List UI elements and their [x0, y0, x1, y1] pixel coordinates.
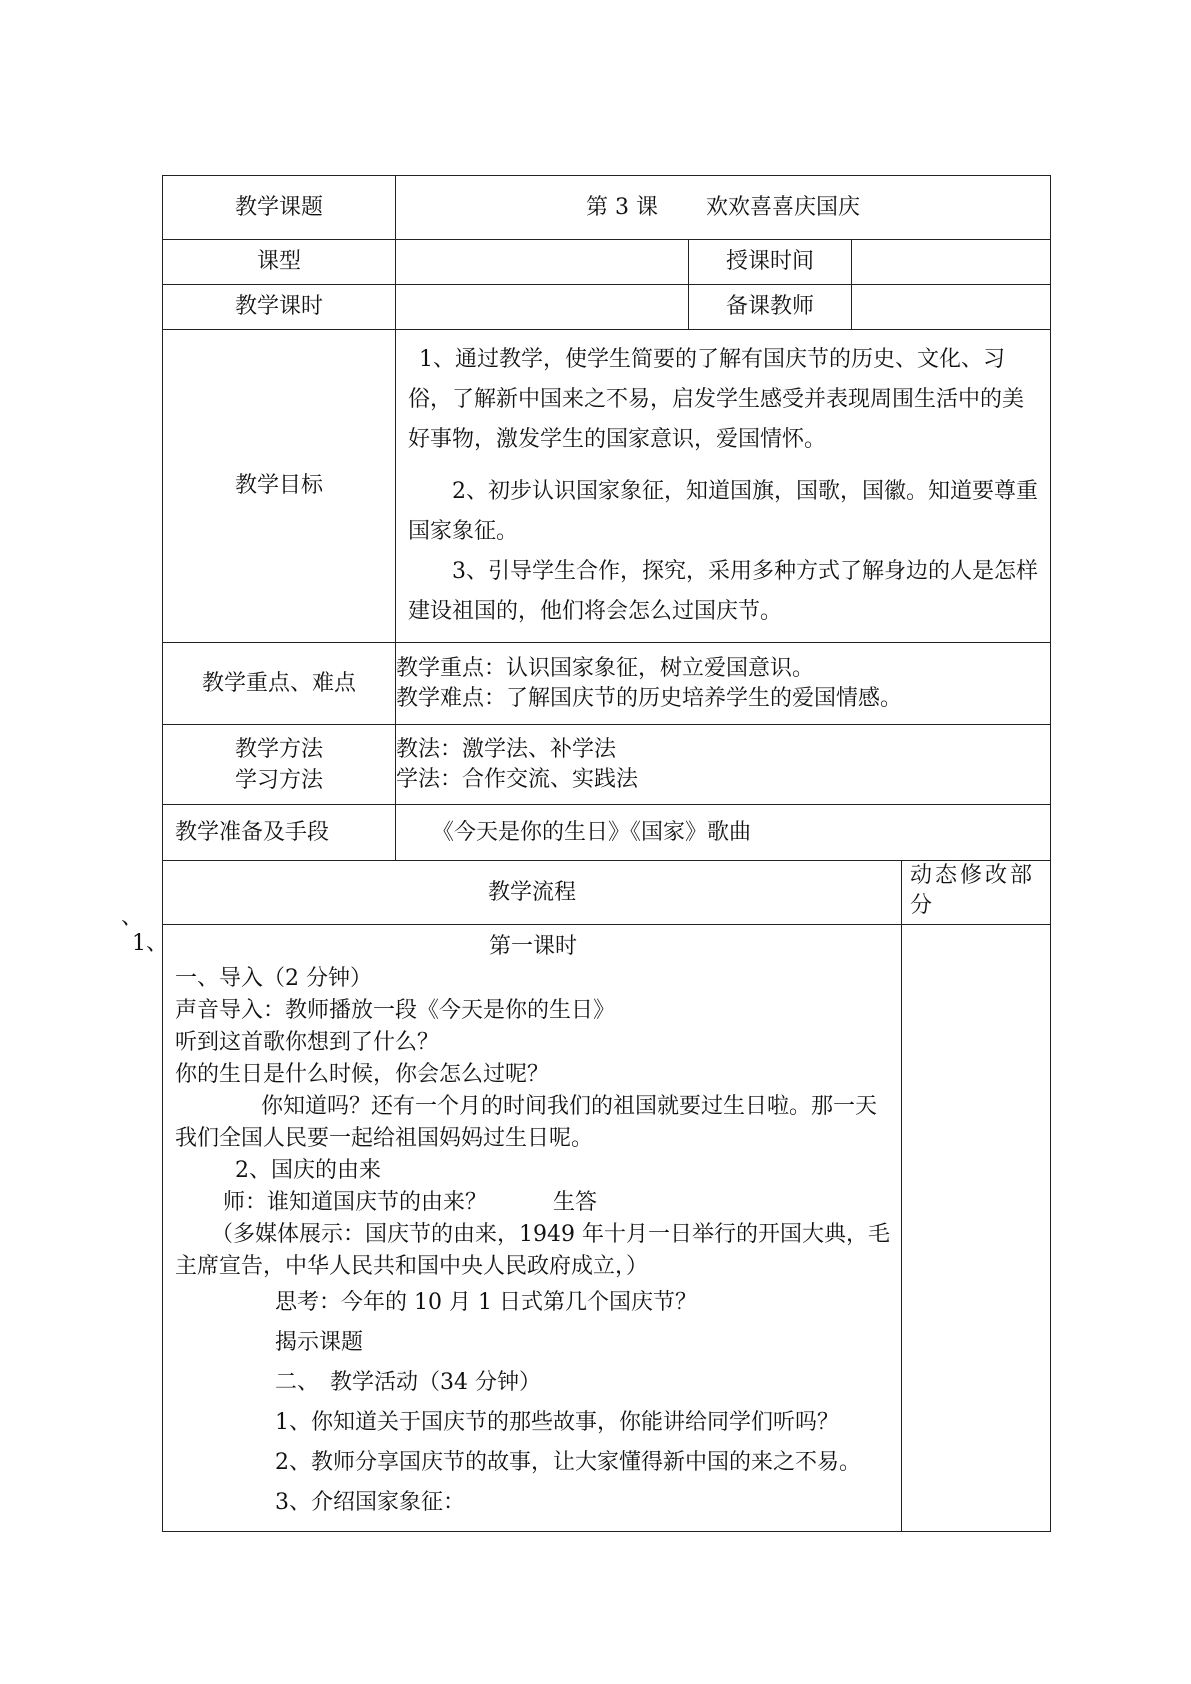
preparation-value: 《今天是你的生日》《国家》歌曲 — [396, 805, 1051, 861]
flow-line: 听到这首歌你想到了什么？ — [175, 1030, 440, 1055]
flow-line: 声音导入：教师播放一段《今天是你的生日》 — [175, 998, 616, 1023]
flow-line: 思考：今年的 10 月 1 日式第几个国庆节？ — [275, 1290, 697, 1315]
preparation-row — [163, 805, 1051, 861]
methods-label — [163, 725, 396, 805]
type-value — [396, 240, 689, 285]
period-value — [396, 285, 689, 330]
teaching-difficulty: 教学难点：了解国庆节的历史培养学生的爱国情感。 — [396, 685, 903, 711]
flow-line: （多媒体展示：国庆节的由来，1949 年十月一日举行的开国大典，毛主席宣告，中华人民共和国中央人民政府成立，） — [175, 1222, 890, 1279]
topic-row — [163, 176, 1051, 240]
lesson-title — [396, 176, 1051, 240]
period-title: 第一课时 — [488, 934, 577, 959]
objective-item: 2、初步认识国家象征，知道国旗，国歌，国徽。知道要尊重国家象征。 — [408, 479, 1038, 544]
keypoints-content — [396, 643, 1051, 725]
flow-line: 3、介绍国家象征： — [275, 1490, 465, 1515]
flow-line: 2、教师分享国庆节的故事，让大家懂得新中国的来之不易。 — [275, 1450, 861, 1475]
methods-content — [396, 725, 1051, 805]
methods-row — [163, 725, 1051, 805]
flow-line: 揭示课题 — [275, 1330, 364, 1355]
teaching-focus: 教学重点：认识国家象征，树立爱国意识。 — [396, 655, 815, 681]
keypoints-row — [163, 643, 1051, 725]
teaching-method-label: 教学方法 — [234, 736, 323, 762]
period-row — [163, 285, 1051, 330]
objectives-content — [396, 330, 1051, 643]
teacher-label: 备课教师 — [689, 285, 852, 330]
dynamic-edit-label: 动态修改部分 — [902, 861, 1051, 925]
time-value — [852, 240, 1051, 285]
lesson-number: 第 3 课 — [586, 194, 658, 220]
learning-method: 学法：合作交流、实践法 — [396, 766, 639, 792]
topic-label: 教学课题 — [163, 176, 396, 240]
keypoints-label: 教学重点、难点 — [163, 643, 396, 725]
flow-header-row — [163, 861, 1051, 925]
flow-line: 师：谁知道国庆节的由来？ 生答 — [223, 1190, 598, 1215]
type-label: 课型 — [163, 240, 396, 285]
flow-line: 2、国庆的由来 — [235, 1158, 381, 1183]
teacher-value — [852, 285, 1051, 330]
lesson-plan-table — [162, 175, 1051, 1532]
objectives-row — [163, 330, 1051, 643]
margin-mark: 、 — [121, 905, 144, 930]
objective-item: 3、引导学生合作，探究，采用多种方式了解身边的人是怎样建设祖国的，他们将会怎么过国庆节。 — [408, 559, 1038, 624]
objectives-label: 教学目标 — [163, 330, 396, 643]
flow-row — [163, 925, 1051, 1532]
flow-line: 你知道吗？还有一个月的时间我们的祖国就要过生日啦。那一天我们全国人民要一起给祖国妈妈过生日呢。 — [175, 1094, 878, 1151]
flow-header: 教学流程 — [163, 861, 902, 925]
type-row — [163, 240, 1051, 285]
flow-line: 1、你知道关于国庆节的那些故事，你能讲给同学们听吗？ — [275, 1410, 839, 1435]
flow-line: 你的生日是什么时候，你会怎么过呢？ — [175, 1062, 550, 1087]
lesson-name: 欢欢喜喜庆国庆 — [705, 194, 860, 220]
flow-line: 一、导入（2 分钟） — [175, 966, 372, 991]
period-label: 教学课时 — [163, 285, 396, 330]
teaching-method: 教法：激学法、补学法 — [396, 736, 617, 762]
objective-item: 1、通过教学，使学生简要的了解有国庆节的历史、文化、习俗，了解新中国来之不易，启发学生感受并表现周围生活中的美好事物，激发学生的国家意识，爱国情怀。 — [408, 347, 1025, 452]
flow-line: 二、 教学活动（34 分钟） — [275, 1370, 541, 1395]
preparation-label: 教学准备及手段 — [163, 805, 396, 861]
learning-method-label: 学习方法 — [234, 767, 323, 793]
time-label: 授课时间 — [689, 240, 852, 285]
flow-content — [163, 925, 902, 1532]
dynamic-edit-cell — [902, 925, 1051, 1532]
margin-mark: 1、 — [132, 931, 168, 956]
